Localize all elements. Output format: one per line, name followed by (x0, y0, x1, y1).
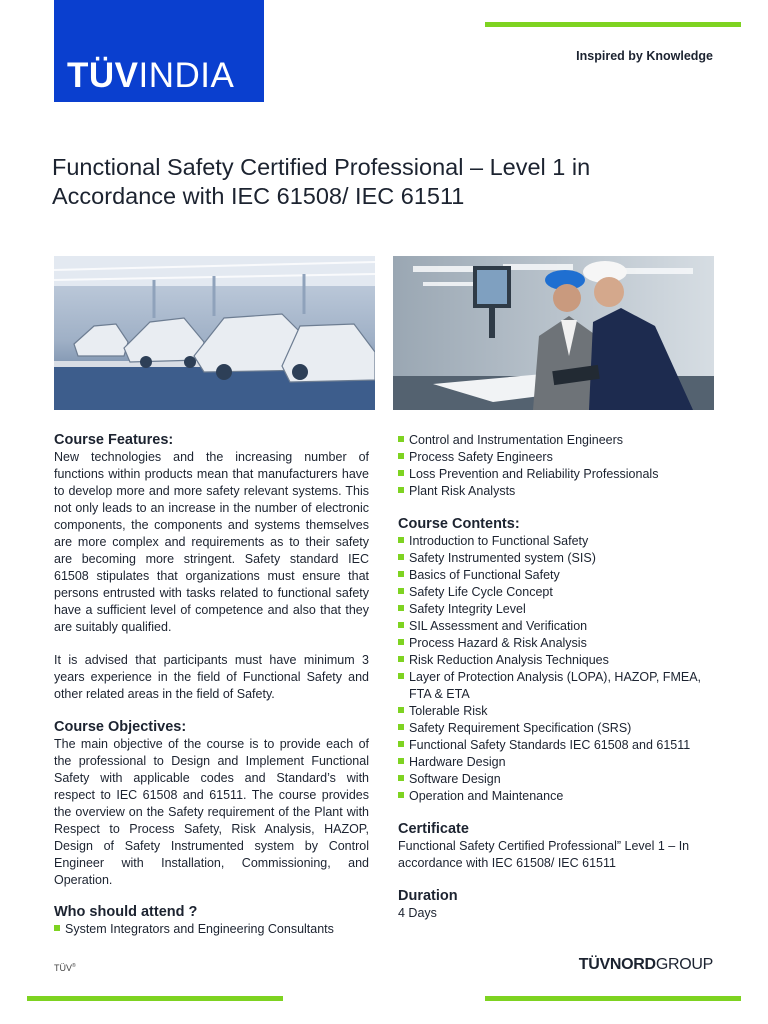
list-item (398, 771, 718, 788)
logo-light-text: INDIA (138, 56, 235, 95)
list-item (398, 635, 718, 652)
list-item (398, 788, 718, 805)
registered-mark: ® (72, 963, 76, 969)
list-item-text: Functional Safety Standards IEC 61508 and 61511 (409, 738, 691, 752)
tuv-mark-text: TÜV (54, 963, 72, 973)
list-item (398, 432, 718, 449)
list-item (398, 466, 718, 483)
list-item-text: Introduction to Functional Safety (409, 534, 589, 548)
duration-text: 4 Days (398, 906, 437, 920)
features-paragraph: New technologies and the increasing number of functions within products mean that manufacturers have to develop more and more safety relevant systems. This not only leads to an increase in the number of electronic components, the components and systems themselves are more complex and requirements as to their safety are becoming more stringent. Safety standard IEC 61508 stipulates that organizations must ensure that persons entrusted with tasks related to functional safety have a sufficient level of competence and also that they are suitably qualified. (54, 450, 369, 634)
engineers-photo (393, 256, 714, 410)
bullet-square-icon (398, 470, 404, 476)
list-item (398, 720, 718, 737)
attend-list-right (398, 432, 718, 500)
list-item-text: Process Hazard & Risk Analysis (409, 636, 587, 650)
certificate-text: Functional Safety Certified Professional” Level 1 – In accordance with IEC 61508/ IEC 61511 (398, 839, 690, 870)
list-item-text: Software Design (409, 772, 501, 786)
list-item (398, 449, 718, 466)
list-item (54, 921, 369, 938)
list-item-text: Safety Life Cycle Concept (409, 585, 553, 599)
bullet-square-icon (398, 537, 404, 543)
list-item (398, 550, 718, 567)
bullet-square-icon (398, 639, 404, 645)
bullet-square-icon (398, 605, 404, 611)
logo-bold-text: TÜV (67, 56, 139, 95)
tuv-nord-group-logo (579, 956, 713, 974)
bullet-square-icon (398, 487, 404, 493)
list-item-text: Basics of Functional Safety (409, 568, 560, 582)
list-item-text: Loss Prevention and Reliability Professionals (409, 467, 659, 481)
list-item-text: Safety Instrumented system (SIS) (409, 551, 596, 565)
assembly-line-photo (54, 256, 375, 410)
tuv-footer-mark (54, 963, 76, 973)
list-item (398, 652, 718, 669)
list-item (398, 483, 718, 500)
list-item (398, 737, 718, 754)
attend-heading: Who should attend ? (54, 904, 198, 920)
list-item-text: Operation and Maintenance (409, 789, 564, 803)
bullet-square-icon (54, 925, 60, 931)
list-item (398, 567, 718, 584)
list-item (398, 584, 718, 601)
duration-heading: Duration (398, 888, 458, 904)
bullet-square-icon (398, 741, 404, 747)
list-item-text: Layer of Protection Analysis (LOPA), HAZOP, FMEA, FTA & ETA (409, 670, 702, 701)
bullet-square-icon (398, 792, 404, 798)
group-logo-light: GROUP (655, 956, 713, 973)
bullet-square-icon (398, 724, 404, 730)
list-item (398, 533, 718, 550)
features-heading: Course Features: (54, 432, 174, 448)
contents-list (398, 533, 718, 805)
tagline: Inspired by Knowledge (576, 49, 713, 63)
group-logo-bold: TÜVNORD (578, 956, 656, 973)
page-title: Functional Safety Certified Professional – Level 1 in Accordance with IEC 61508/ IEC 61511 (52, 154, 591, 209)
list-item-text: Process Safety Engineers (409, 450, 553, 464)
left-column (54, 432, 369, 938)
bullet-square-icon (398, 436, 404, 442)
bullet-square-icon (398, 673, 404, 679)
tuv-india-logo (54, 0, 264, 102)
list-item (398, 669, 718, 703)
experience-paragraph: It is advised that participants must have minimum 3 years experience in the field of Functional Safety and other related areas in the field of Safety. (54, 653, 369, 701)
certificate-heading: Certificate (398, 821, 469, 837)
logo-wordmark (67, 55, 234, 97)
objectives-heading: Course Objectives: (54, 719, 187, 735)
bullet-square-icon (398, 453, 404, 459)
top-accent-bar (485, 22, 741, 27)
bottom-left-accent-bar (27, 996, 283, 1001)
list-item (398, 754, 718, 771)
list-item-text: Control and Instrumentation Engineers (409, 433, 624, 447)
list-item (398, 601, 718, 618)
bullet-square-icon (398, 775, 404, 781)
bullet-square-icon (398, 554, 404, 560)
list-item-text: Plant Risk Analysts (409, 484, 516, 498)
list-item-text: Safety Requirement Specification (SRS) (409, 721, 632, 735)
list-item (398, 703, 718, 720)
bullet-square-icon (398, 758, 404, 764)
list-item (398, 618, 718, 635)
attend-list-left (54, 921, 369, 938)
bullet-square-icon (398, 656, 404, 662)
objectives-paragraph: The main objective of the course is to provide each of the professional to Design and Implement Functional Safety with applicable codes and Standard’s with respect to IEC 61508 and 61511. The course provides the overview on the Safety requirement of the Plant with Respect to Process Safety, Risk Analysis, HAZOP, Design of Safety Instrumented system by Control Engineer with Installation, Commissioning, and Operation. (54, 737, 369, 887)
list-item-text: Safety Integrity Level (409, 602, 526, 616)
list-item-text: Hardware Design (409, 755, 506, 769)
list-item-text: SIL Assessment and Verification (409, 619, 588, 633)
right-column (398, 432, 718, 922)
list-item-text: Tolerable Risk (409, 704, 488, 718)
contents-heading: Course Contents: (398, 516, 520, 532)
list-item-text: Risk Reduction Analysis Techniques (409, 653, 609, 667)
bullet-square-icon (398, 588, 404, 594)
bottom-right-accent-bar (485, 996, 741, 1001)
bullet-square-icon (398, 622, 404, 628)
bullet-square-icon (398, 571, 404, 577)
bullet-square-icon (398, 707, 404, 713)
list-item-text: System Integrators and Engineering Consultants (65, 922, 334, 936)
